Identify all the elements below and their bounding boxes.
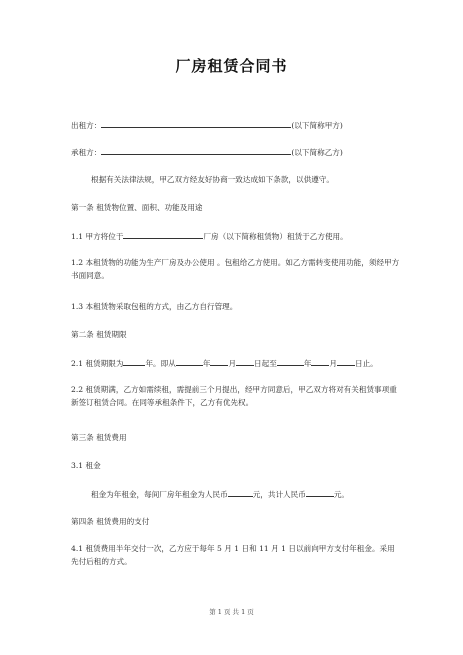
article-4-heading: 第四条 租赁费用的支付 [71,517,150,526]
clause-2-2: 2.2 租赁期满，乙方如需续租，需提前三个月提出，经甲方同意后，甲乙双方将对有关租赁事项重新签订租赁合同。在同等承租条件下，乙方有优先权。 [71,385,397,407]
clause-2-1-text-d: 月 [228,359,237,368]
lessor-line [71,120,343,131]
document-title: 厂房租赁合同书 [175,57,288,75]
rent-text-b: 元，共计人民币 [252,490,306,499]
clause-2-1-text-f: 年 [303,359,312,368]
location-blank[interactable] [123,231,203,239]
lessee-label: 承租方： [71,148,102,157]
clause-4-1: 4.1 租赁费用半年交付一次，乙方应于每年 5 月 1 日和 11 月 1 日以前向甲方支付年租金。采用先付后租的方式。 [71,544,395,566]
clause-2-1-text-a: 2.1 租赁期限为 [71,359,124,368]
clause-2-1-text-e: 日起至 [254,359,277,368]
rent-text-a: 租金为年租金，每间厂房年租金为人民币 [91,490,228,499]
start-month-blank[interactable] [210,358,228,366]
lessor-suffix: (以下简称甲方) [291,121,343,130]
lessor-blank[interactable] [101,120,291,128]
lessee-line [71,147,343,158]
intro-text: 根据有关法律法规，甲乙双方经友好协商一致达成如下条款，以供遵守。 [91,175,334,184]
start-year-blank[interactable] [176,358,203,366]
rent-line [91,489,349,500]
rent-text-c: 元。 [333,490,350,499]
clause-3-1: 3.1 租金 [71,461,101,470]
clause-2-1-text-c: 年 [202,359,211,368]
clause-1-2: 1.2 本租赁物的功能为生产厂房及办公使用 。包租给乙方使用。如乙方需转变使用功能，须经甲方书面同意。 [71,258,400,280]
clause-2-1-text-g: 月 [329,359,337,368]
lessee-suffix: (以下简称乙方) [291,148,343,157]
page-footer: 第 1 页 共 1 页 [209,608,254,616]
end-year-blank[interactable] [277,358,304,366]
end-month-blank[interactable] [311,358,329,366]
clause-1-3: 1.3 本租赁物采取包租的方式，由乙方自行管理。 [71,302,238,311]
clause-2-1-text-h: 日止。 [355,359,378,368]
lessee-blank[interactable] [101,147,291,155]
clause-1-1-text-a: 1.1 甲方将位于 [71,232,124,241]
start-day-blank[interactable] [236,358,254,366]
rent-per-unit-blank[interactable] [228,489,253,497]
article-2-heading: 第二条 租赁期限 [71,330,127,339]
clause-2-1-text-b: 年。即从 [145,359,176,368]
clause-1-1-text-b: 厂房（以下简称租赁物）租赁于乙方使用。 [203,232,348,241]
term-years-blank[interactable] [123,358,145,366]
article-1-heading: 第一条 租赁物位置、面积、功能及用途 [71,203,203,212]
rent-total-blank[interactable] [306,489,334,497]
article-3-heading: 第三条 租赁费用 [71,433,127,442]
clause-2-1 [71,358,378,369]
clause-1-1 [71,231,348,242]
end-day-blank[interactable] [337,358,355,366]
lessor-label: 出租方： [71,121,102,130]
